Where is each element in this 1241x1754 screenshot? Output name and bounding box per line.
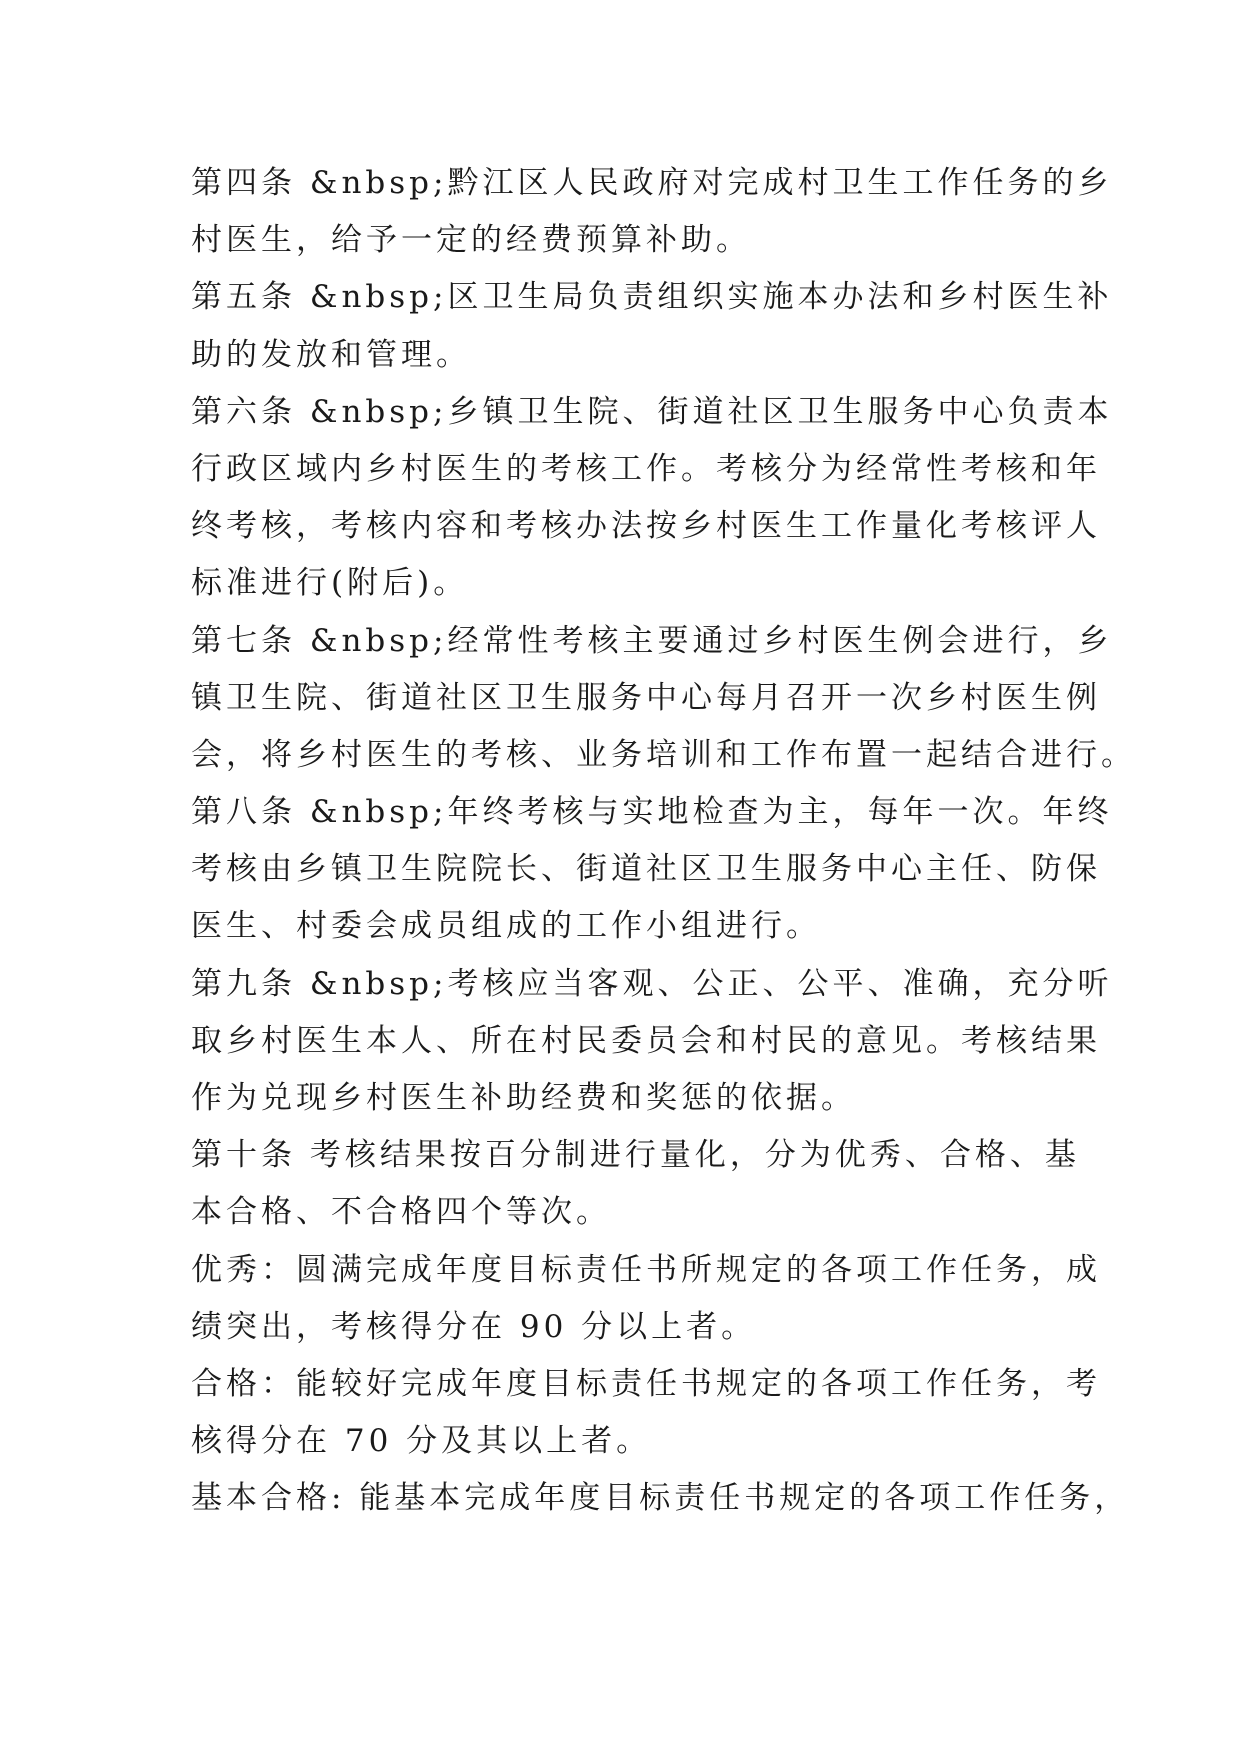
text-line: 医生、村委会成员组成的工作小组进行。 bbox=[191, 908, 821, 945]
document-body bbox=[191, 155, 1136, 1528]
text-line: 会，将乡村医生的考核、业务培训和工作布置一起结合进行。 bbox=[191, 736, 1136, 773]
text-line: 基本合格: 能基本完成年度目标责任书规定的各项工作任务， bbox=[191, 1480, 1130, 1517]
text-line: 第五条 &nbsp;区卫生局负责组织实施本办法和乡村医生补 bbox=[191, 279, 1113, 316]
text-line: 绩突出，考核得分在 90 分以上者。 bbox=[191, 1308, 757, 1345]
text-line: 第八条 &nbsp;年终考核与实地检查为主，每年一次。年终 bbox=[191, 794, 1113, 831]
text-line: 核得分在 70 分及其以上者。 bbox=[191, 1423, 652, 1460]
text-line: 第十条 考核结果按百分制进行量化，分为优秀、合格、基 bbox=[191, 1137, 1080, 1174]
text-line: 作为兑现乡村医生补助经费和奖惩的依据。 bbox=[191, 1080, 856, 1116]
text-line: 行政区域内乡村医生的考核工作。考核分为经常性考核和年 bbox=[191, 450, 1101, 487]
text-line: 取乡村医生本人、所在村民委员会和村民的意见。考核结果 bbox=[191, 1022, 1101, 1059]
text-line: 合格：能较好完成年度目标责任书规定的各项工作任务，考 bbox=[191, 1365, 1101, 1402]
text-line: 第九条 &nbsp;考核应当客观、公正、公平、准确，充分听 bbox=[191, 965, 1113, 1002]
text-line: 村医生，给予一定的经费预算补助。 bbox=[191, 222, 751, 259]
text-line: 第四条 &nbsp;黔江区人民政府对完成村卫生工作任务的乡 bbox=[191, 165, 1113, 201]
text-line: 考核由乡镇卫生院院长、街道社区卫生服务中心主任、防保 bbox=[191, 851, 1101, 888]
text-line: 助的发放和管理。 bbox=[191, 336, 471, 373]
text-line: 优秀：圆满完成年度目标责任书所规定的各项工作任务，成 bbox=[191, 1251, 1101, 1288]
text-line: 标准进行(附后)。 bbox=[191, 565, 469, 602]
text-line: 第六条 &nbsp;乡镇卫生院、街道社区卫生服务中心负责本 bbox=[191, 393, 1113, 430]
text-line: 本合格、不合格四个等次。 bbox=[191, 1194, 611, 1231]
text-line: 第七条 &nbsp;经常性考核主要通过乡村医生例会进行，乡 bbox=[191, 622, 1113, 659]
text-line: 终考核，考核内容和考核办法按乡村医生工作量化考核评人 bbox=[191, 508, 1101, 545]
text-line: 镇卫生院、街道社区卫生服务中心每月召开一次乡村医生例 bbox=[191, 679, 1101, 716]
